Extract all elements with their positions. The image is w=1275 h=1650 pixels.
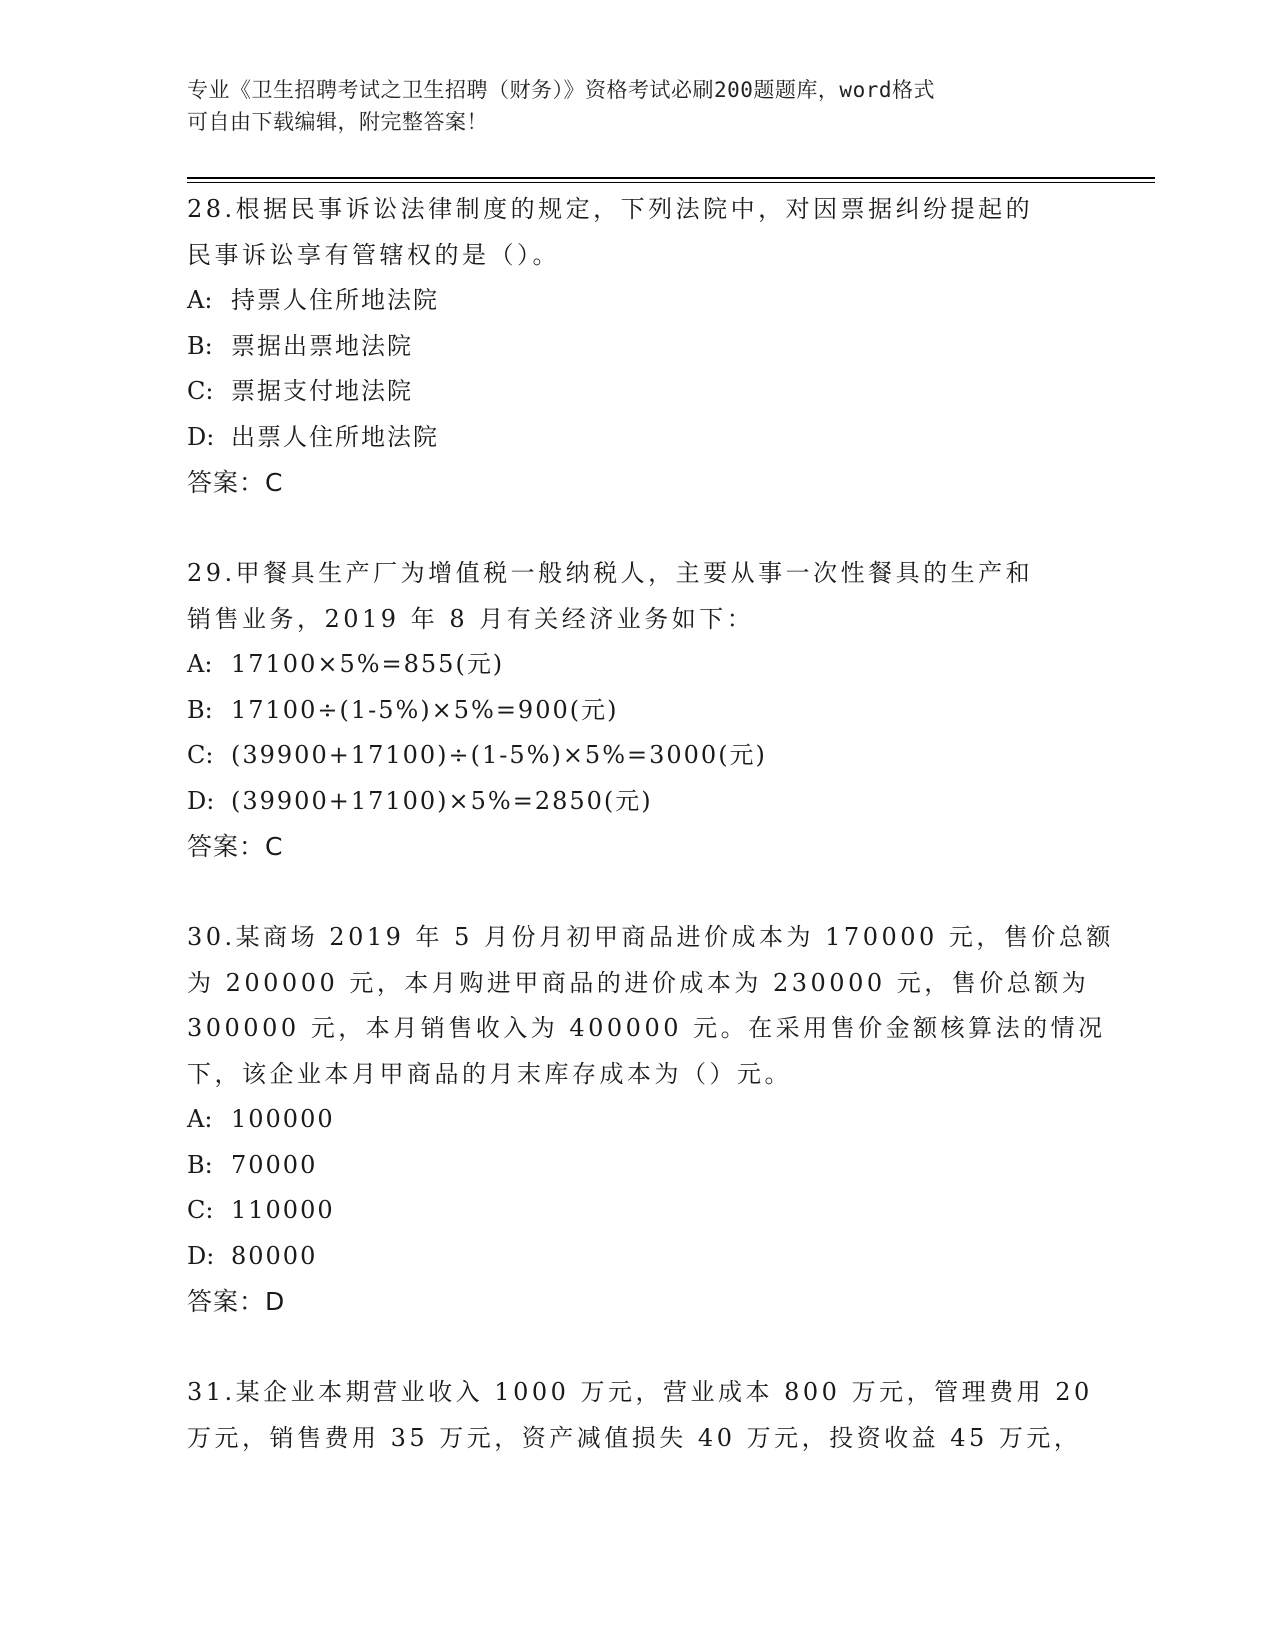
- question-text-line: 28.根据民事诉讼法律制度的规定，下列法院中，对因票据纠纷提起的: [187, 195, 1034, 223]
- question-31: [187, 1370, 1093, 1461]
- question-spacer: [187, 870, 1087, 916]
- document-header: [187, 74, 1067, 138]
- question-text-line: 民事诉讼享有管辖权的是（）。: [187, 240, 560, 269]
- option-letter: B:: [187, 1150, 213, 1179]
- option-text: 80000: [231, 1241, 318, 1270]
- option-text: 17100÷(1-5%)×5%=900(元): [231, 695, 619, 724]
- option-text: 票据支付地法院: [231, 377, 413, 405]
- option-letter: D:: [187, 422, 215, 451]
- question-text-line: 30.某商场 2019 年 5 月份月初甲商品进价成本为 170000 元，售价总额: [187, 923, 1114, 951]
- header-line-1: 专业《卫生招聘考试之卫生招聘（财务）》资格考试必刷200题题库，word格式: [187, 78, 935, 102]
- option-b: [187, 1143, 1087, 1189]
- option-c: [187, 369, 1087, 415]
- question-30: [187, 915, 1114, 1325]
- option-text: 票据出票地法院: [231, 331, 413, 360]
- option-c: [187, 733, 1087, 779]
- option-a: [187, 1097, 1087, 1143]
- option-letter: D:: [187, 1241, 215, 1270]
- option-d: [187, 415, 1087, 461]
- question-spacer: [187, 506, 1087, 552]
- option-text: 70000: [231, 1150, 318, 1179]
- header-line-2: 可自由下载编辑，附完整答案！: [187, 110, 488, 134]
- answer-line: 答案：D: [187, 1287, 286, 1316]
- header-rule-thin: [187, 182, 1155, 183]
- question-text-line: 为 200000 元，本月购进甲商品的进价成本为 230000 元，售价总额为: [187, 968, 1090, 997]
- option-letter: A:: [187, 1105, 213, 1133]
- option-text: (39900+17100)×5%=2850(元): [231, 786, 653, 815]
- answer-line: 答案：C: [187, 468, 284, 497]
- option-letter: C:: [187, 1196, 214, 1224]
- option-a: [187, 278, 1087, 324]
- header-rule-thick: [187, 177, 1155, 179]
- question-text-line: 300000 元，本月销售收入为 400000 元。在采用售价金额核算法的情况: [187, 1014, 1106, 1042]
- question-28: [187, 187, 1087, 506]
- question-text-line: 销售业务，2019 年 8 月有关经济业务如下：: [187, 604, 755, 633]
- answer-line: 答案：C: [187, 832, 284, 861]
- option-text: (39900+17100)÷(1-5%)×5%=3000(元): [231, 741, 767, 769]
- option-letter: C:: [187, 741, 214, 769]
- option-text: 持票人住所地法院: [231, 286, 439, 314]
- option-letter: B:: [187, 695, 213, 724]
- question-text-line: 下，该企业本月甲商品的月末库存成本为（）元。: [187, 1059, 792, 1088]
- question-29: [187, 551, 1087, 870]
- question-text-line: 29.甲餐具生产厂为增值税一般纳税人，主要从事一次性餐具的生产和: [187, 559, 1034, 587]
- option-text: 17100×5%=855(元): [231, 650, 505, 678]
- question-spacer: [187, 1325, 1087, 1371]
- option-letter: C:: [187, 377, 214, 405]
- option-a: [187, 642, 1087, 688]
- option-letter: B:: [187, 331, 213, 360]
- question-text-line: 31.某企业本期营业收入 1000 万元，营业成本 800 万元，管理费用 20: [187, 1378, 1093, 1406]
- option-letter: A:: [187, 650, 213, 678]
- option-letter: D:: [187, 786, 215, 815]
- option-letter: A:: [187, 286, 213, 314]
- option-text: 出票人住所地法院: [231, 422, 439, 451]
- question-list: [187, 187, 1114, 1461]
- option-text: 110000: [231, 1196, 335, 1224]
- option-c: [187, 1188, 1087, 1234]
- option-d: [187, 1234, 1087, 1280]
- option-b: [187, 324, 1087, 370]
- question-text-line: 万元，销售费用 35 万元，资产减值损失 40 万元，投资收益 45 万元，: [187, 1423, 1082, 1452]
- option-b: [187, 688, 1087, 734]
- option-text: 100000: [231, 1105, 335, 1133]
- option-d: [187, 779, 1087, 825]
